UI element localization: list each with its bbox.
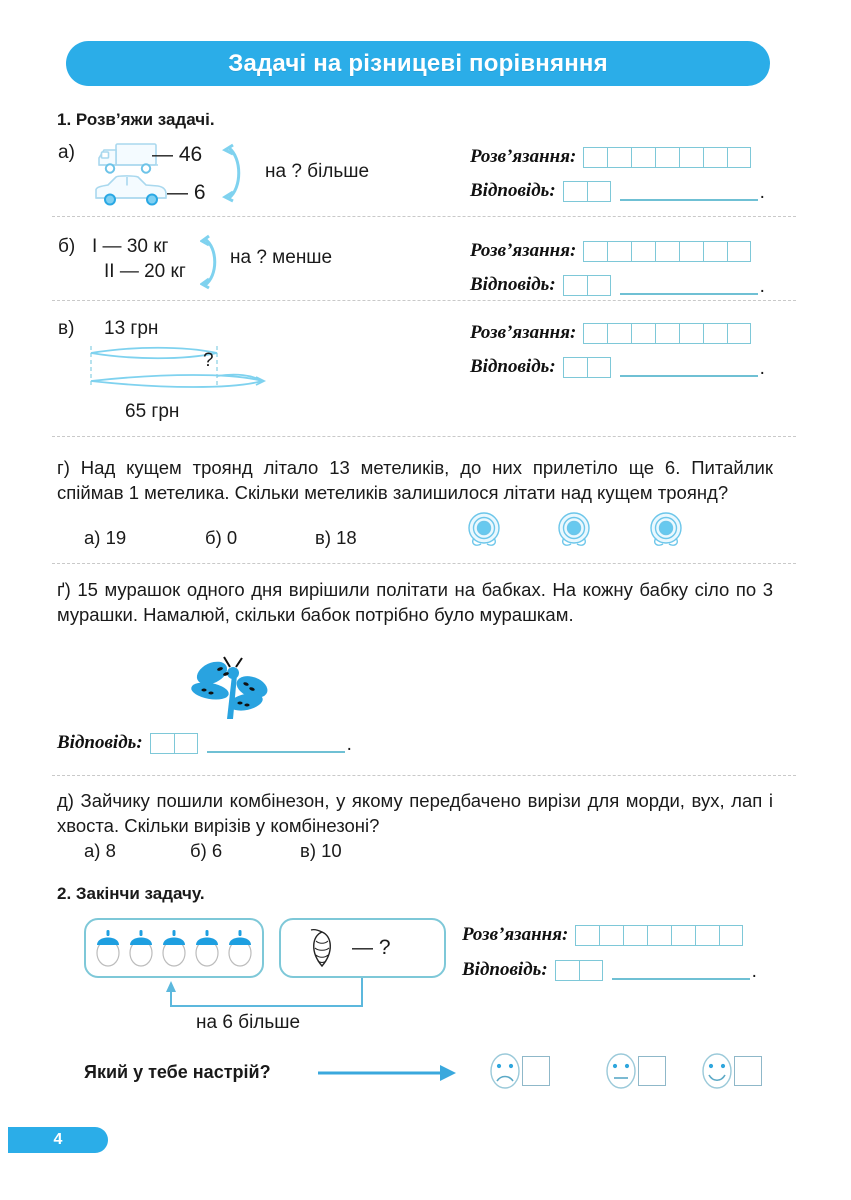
part-a-truck-value: — 46 [152,143,203,166]
solution-boxes[interactable] [583,241,751,262]
answer-boxes[interactable] [563,275,611,296]
answer-write-line[interactable] [620,293,758,295]
task-2-heading: 2. Закінчи задачу. [57,884,205,903]
part-a-answer-group[interactable] [470,144,765,204]
answer-boxes[interactable] [563,357,611,378]
relation-connector-arrow [150,978,370,1014]
answer-row[interactable] [470,272,765,298]
part-v-unknown: ? [203,350,214,371]
mood-checkbox-neutral[interactable] [638,1056,666,1086]
page-header-banner [66,41,770,86]
solution-boxes[interactable] [583,147,751,168]
mood-question: Який у тебе настрій? [84,1062,271,1082]
answer-label: Відповідь: [462,959,548,980]
car-icon [90,172,178,210]
solution-row[interactable] [462,922,757,948]
part-v-bottom-value: 65 грн [125,401,180,422]
part-v-label: в) [58,318,75,339]
separator-5 [52,775,796,776]
mood-checkbox-happy[interactable] [734,1056,762,1086]
part-v-top-value: 13 грн [104,318,159,339]
task-1-heading: 1. Розв’яжи задачі. [57,110,215,129]
solution-boxes[interactable] [583,323,751,344]
acorn-icons [92,925,258,971]
task2-relation-label: на 6 більше [196,1012,301,1033]
answer-boxes[interactable] [555,960,603,981]
answer-write-line[interactable] [207,751,345,753]
answer-label: Відповідь: [470,274,556,295]
rose-flower-icon [644,508,688,552]
part-d-text: д) Зайчику пошили комбінезон, у якому передбачено вирізи для морди, вух, лап і хвоста. Скільки вирізів у комбінезоні? [57,790,773,836]
separator-1 [52,216,796,217]
answer-row[interactable] [470,178,765,204]
separator-4 [52,563,796,564]
pine-cone-icon [305,928,339,970]
solution-label: Розв’язання: [470,146,577,167]
answer-label: Відповідь: [57,732,143,753]
cone-value: — ? [352,936,391,959]
page-number: 4 [53,1131,63,1148]
part-b-brace-arrow [200,234,230,290]
period: . [759,358,765,379]
answer-write-line[interactable] [620,199,758,201]
answer-write-line[interactable] [620,375,758,377]
page-number-badge [8,1127,108,1153]
part-d-choice-3[interactable]: в) 10 [300,840,342,861]
part-b-line-2: II — 20 кг [104,261,186,282]
answer-row[interactable] [57,730,352,756]
dragonfly-icon [180,655,280,725]
period: . [759,276,765,297]
part-g-choice-2[interactable]: б) 0 [205,527,238,548]
part-a-label: а) [58,142,75,163]
answer-row[interactable] [470,354,765,380]
solution-boxes[interactable] [575,925,743,946]
answer-row[interactable] [462,957,757,983]
part-a-relation: на ? більше [265,161,370,182]
page-title: Задачі на різницеві порівняння [228,49,608,77]
part-d-choice-2[interactable]: б) 6 [190,840,223,861]
period: . [759,182,765,203]
part-b-answer-group[interactable] [470,238,765,298]
rose-flower-icon [462,508,506,552]
answer-boxes[interactable] [150,733,198,754]
separator-2 [52,300,796,301]
part-gg-answer-group[interactable] [57,730,352,756]
answer-boxes[interactable] [563,181,611,202]
solution-label: Розв’язання: [462,924,569,945]
mood-checkbox-sad[interactable] [522,1056,550,1086]
separator-3 [52,436,796,437]
solution-row[interactable] [470,238,765,264]
solution-label: Розв’язання: [470,322,577,343]
part-a-brace-arrow [222,142,256,204]
answer-label: Відповідь: [470,180,556,201]
period: . [346,734,352,755]
answer-write-line[interactable] [612,978,750,980]
part-g-choice-1[interactable]: а) 19 [84,527,127,548]
period: . [751,961,757,982]
part-d-choice-1[interactable]: а) 8 [84,840,116,861]
part-g-choice-3[interactable]: в) 18 [315,527,357,548]
mood-arrow-icon [318,1062,458,1084]
solution-label: Розв’язання: [470,240,577,261]
part-a-car-value: — 6 [167,181,206,204]
happy-face-icon[interactable] [700,1051,734,1091]
sad-face-icon[interactable] [488,1051,522,1091]
part-g-text: г) Над кущем троянд літало 13 метеликів, до них прилетіло ще 6. Питайлик спіймав 1 метелика. Скільки метеликів залишилося літати над кущем троянд? [57,457,773,503]
part-b-relation: на ? менше [230,247,333,268]
solution-row[interactable] [470,144,765,170]
rose-flower-icon [552,508,596,552]
part-b-line-1: I — 30 кг [92,236,169,257]
part-gg-text: ґ) 15 мурашок одного дня вирішили політати на бабках. На кожну бабку сіло по 3 мурашки. Намалюй, скільки бабок потрібно було мурашкам. [57,579,773,625]
neutral-face-icon[interactable] [604,1051,638,1091]
part-b-label: б) [58,236,76,257]
solution-row[interactable] [470,320,765,346]
task-2-answer-group[interactable] [462,922,757,983]
part-v-bar-diagram [84,343,284,395]
part-v-answer-group[interactable] [470,320,765,380]
answer-label: Відповідь: [470,356,556,377]
